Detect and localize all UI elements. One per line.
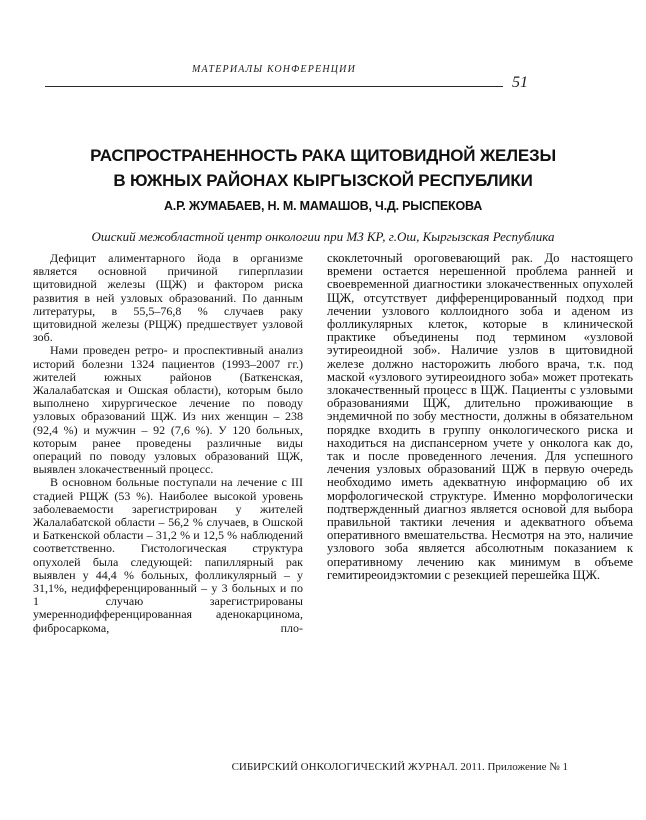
body-paragraph-2: Нами проведен ретро- и проспективный анализ историй болезни 1324 пациентов (1993–2007 гг.) жителей южных районов (Баткенская, Жалалабатская и Ошская области), которым было выполнено хирургическое лечение по поводу узловых образований ЩЖ. Из них женщин – 238 (92,4 %) и мужчин – 92 (7,6 %). У 120 больных, которым ранее проведены различные виды операций по поводу узловых образований ЩЖ, выявлен злокачественный процесс. xyxy=(33,343,303,477)
page-number: 51 xyxy=(512,74,528,91)
running-head: МАТЕРИАЛЫ КОНФЕРЕНЦИИ xyxy=(191,64,357,75)
body-paragraph-1: Дефицит алиментарного йода в организме является основной причиной гиперплазии щитовидной железы (ЩЖ) и фактором риска развития в ней узловых образований. По данным литературы, в 55,5–76,8 % случаев раку щитовидной железы (РЩЖ) предшествует узловой зоб. xyxy=(33,251,303,345)
text-column-left xyxy=(33,252,303,635)
body-paragraph-3: В основном больные поступали на лечение с III стадией РЩЖ (53 %). Наиболее высокой уровень заболеваемости зарегистрирован у жителей Жалалабатской области – 56,2 % случаев, в Ошской и Баткенской области – 31,2 % и 12,5 % наблюдений соответственно. Гистологическая структура опухолей была следующей: папиллярный рак выявлен у 44,4 % больных, фолликулярный – у 31,1%, недифференцированный – у 3 больных и по 1 случаю зарегистрированы умереннодифференцированная аденокарцинома, фибросаркома, пло- xyxy=(33,475,303,635)
article-title-line-2: В ЮЖНЫХ РАЙОНАХ КЫРГЫЗСКОЙ РЕСПУБЛИКИ xyxy=(113,171,533,190)
text-column-right xyxy=(327,252,633,582)
body-paragraph-3-continuation: скоклеточный ороговевающий рак. До настоящего времени остается нерешенной проблема ранней и своевременной диагностики злокачественных опухолей ЩЖ, отсутствует дифференцированный подход при лечении узлового коллоидного зоба и аденом из фолликулярных клеток, которые в клинической практике объединены под термином «узловой эутиреоидной зоб». Наличие узлов в щитовидной железе должно насторожить любого врача, т.к. под маской «узлового эутиреоидного зоба» может протекать злокачественный процесс в ЩЖ. Пациенты с узловыми образованиями ЩЖ, длительно проживающие в эндемичной по зобу местности, должны в обязательном порядке входить в группу онкологического риска и находиться на диспансерном учете у онколога как до, так и после проведенного лечения. Для успешного лечения узловых образований ЩЖ в первую очередь необходимо иметь адекватную информацию об их морфологической структуре. Именно морфологически подтвержденный диагноз является основой для выбора правильной тактики лечения и адекватного объема оперативного вмешательства. Несмотря на это, наличие узлового зоба является абсолютным показанием к оперативному лечению как минимум в объеме гемитиреоидэктомии с резекцией перешейка ЩЖ. xyxy=(327,251,633,582)
article-title-line-1: РАСПРОСТРАНЕННОСТЬ РАКА ЩИТОВИДНОЙ ЖЕЛЕЗЫ xyxy=(90,146,556,165)
running-head-rule xyxy=(45,86,503,87)
affiliation-line: Ошский межобластной центр онкологии при МЗ КР, г.Ош, Кыргызская Республика xyxy=(91,229,555,244)
journal-footer: СИБИРСКИЙ ОНКОЛОГИЧЕСКИЙ ЖУРНАЛ. 2011. Приложение № 1 xyxy=(231,761,568,773)
authors-line: А.Р. ЖУМАБАЕВ, Н. М. МАМАШОВ, Ч.Д. РЫСПЕКОВА xyxy=(163,199,483,213)
article-title xyxy=(23,143,623,193)
